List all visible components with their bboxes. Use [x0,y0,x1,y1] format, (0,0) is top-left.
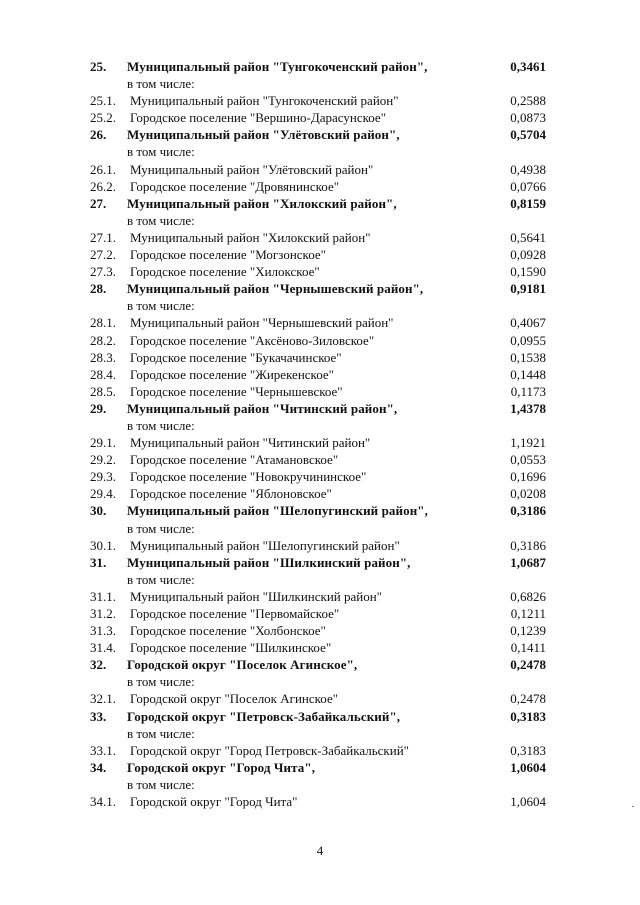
table-row-heading [0,554,640,571]
row-name: Городское поселение "Аксёново-Зиловское" [130,332,375,348]
row-name: Муниципальный район "Тунгокоченский район" [130,93,399,109]
row-number: 27. [90,195,107,211]
table-row [0,793,640,810]
row-name: Муниципальный район "Чернышевский район" [130,315,394,331]
row-number: 29.3. [90,469,116,485]
row-value: 0,1538 [510,349,546,365]
row-name: в том числе: [127,212,195,228]
table-row [0,366,640,383]
row-value: 0,5704 [510,127,546,143]
table-row [0,109,640,126]
row-number: 28. [90,281,107,297]
row-number: 31. [90,554,107,570]
row-name: Городское поселение "Букачачинское" [130,349,342,365]
row-name: Городской округ "Город Петровск-Забайкальский" [130,742,409,758]
row-name: Муниципальный район "Читинский район", [127,400,398,416]
row-name: в том числе: [127,725,195,741]
row-number: 26. [90,127,107,143]
row-value: 1,0687 [510,554,546,570]
row-name: Городской округ "Поселок Агинское", [127,657,358,673]
row-name: в том числе: [127,776,195,792]
row-number: 25.2. [90,110,116,126]
row-value: 0,0955 [510,332,546,348]
table-row-heading [0,195,640,212]
row-name: Городской округ "Город Чита", [127,759,316,775]
table-row [0,246,640,263]
row-name: Муниципальный район "Шилкинский район", [127,554,411,570]
row-name: в том числе: [127,76,195,92]
table-row [0,92,640,109]
row-number: 26.1. [90,161,116,177]
table-row-including [0,75,640,92]
row-name: Муниципальный район "Чернышевский район", [127,281,424,297]
table-row-heading [0,759,640,776]
row-value: 0,3461 [510,59,546,74]
row-value: 0,3183 [510,708,546,724]
row-number: 26.2. [90,178,116,194]
row-number: 33.1. [90,742,116,758]
row-name: Муниципальный район "Читинский район" [130,435,371,451]
scan-mark [632,806,634,807]
table-row-including [0,673,640,690]
table-row-including [0,212,640,229]
row-value: 0,1239 [510,623,546,639]
table-row [0,263,640,280]
row-value: 0,1590 [510,264,546,280]
row-name: Городское поселение "Яблоновское" [130,486,332,502]
table-row [0,314,640,331]
table-row [0,742,640,759]
row-number: 29. [90,400,107,416]
row-name: Городское поселение "Первомайское" [130,606,340,621]
row-number: 34.1. [90,794,116,810]
row-value: 0,2478 [510,657,546,673]
table-row [0,178,640,195]
row-name: Городское поселение "Шилкинское" [130,640,332,656]
row-value: 0,0928 [510,247,546,263]
table-row-including [0,725,640,742]
row-number: 29.1. [90,435,116,451]
row-number: 28.5. [90,383,116,399]
row-number: 31.2. [90,606,116,621]
row-number: 28.3. [90,349,116,365]
row-number: 28.4. [90,366,116,382]
row-number: 31.3. [90,623,116,639]
row-value: 0,0553 [510,452,546,468]
table-row-including [0,297,640,314]
row-value: 0,2588 [510,93,546,109]
row-number: 30.1. [90,537,116,553]
row-value: 0,8159 [510,195,546,211]
row-value: 0,2478 [510,691,546,707]
row-name: Муниципальный район "Хилокский район" [130,229,371,245]
row-value: 0,4938 [510,161,546,177]
row-value: 0,0873 [510,110,546,126]
table-row [0,622,640,639]
table-row [0,229,640,246]
row-name: Городское поселение "Вершино-Дарасунское" [130,110,387,126]
row-name: Муниципальный район "Улётовский район", [127,127,400,143]
row-name: в том числе: [127,298,195,314]
row-number: 29.4. [90,486,116,502]
row-number: 25. [90,59,107,74]
table-row [0,383,640,400]
row-name: Городское поселение "Жирекенское" [130,366,334,382]
row-number: 34. [90,759,107,775]
row-value: 1,1921 [510,435,546,451]
row-number: 27.2. [90,247,116,263]
row-value: 0,3186 [510,537,546,553]
row-name: Муниципальный район "Шелопугинский район", [127,503,428,519]
row-number: 27.3. [90,264,116,280]
allocation-table [0,58,640,810]
row-name: Муниципальный район "Шелопугинский район" [130,537,400,553]
row-number: 32. [90,657,107,673]
row-name: Городское поселение "Новокручининское" [130,469,367,485]
row-value: 1,0604 [510,759,546,775]
row-value: 0,4067 [510,315,546,331]
row-value: 0,9181 [510,281,546,297]
table-row [0,690,640,707]
table-row-heading [0,708,640,725]
row-value: 0,0208 [510,486,546,502]
table-row [0,588,640,605]
table-row [0,468,640,485]
row-value: 0,0766 [510,178,546,194]
row-name: в том числе: [127,520,195,536]
row-value: 0,3183 [510,742,546,758]
table-row-including [0,417,640,434]
table-row [0,451,640,468]
row-name: Городское поселение "Могзонское" [130,247,326,263]
row-name: в том числе: [127,417,195,433]
row-value: 0,1696 [510,469,546,485]
row-name: Муниципальный район "Улётовский район" [130,161,374,177]
table-row [0,537,640,554]
row-name: Городское поселение "Чернышевское" [130,383,343,399]
row-number: 29.2. [90,452,116,468]
row-name: Муниципальный район "Тунгокоченский район", [127,59,428,74]
table-row-including [0,571,640,588]
row-name: Городской округ "Поселок Агинское" [130,691,339,707]
row-name: Городское поселение "Атамановское" [130,452,339,468]
row-number: 28.1. [90,315,116,331]
row-name: Городское поселение "Хилокское" [130,264,320,280]
row-number: 25.1. [90,93,116,109]
table-row [0,161,640,178]
row-value: 1,4378 [510,400,546,416]
row-number: 31.1. [90,588,116,604]
row-name: Муниципальный район "Шилкинский район" [130,588,382,604]
table-row-heading [0,126,640,143]
row-name: Городское поселение "Холбонское" [130,623,326,639]
row-number: 30. [90,503,107,519]
table-row [0,434,640,451]
table-row-heading [0,656,640,673]
row-name: в том числе: [127,674,195,690]
row-value: 0,5641 [510,229,546,245]
table-row-including [0,776,640,793]
row-number: 33. [90,708,107,724]
table-row-heading [0,58,640,75]
table-row [0,485,640,502]
row-name: Городское поселение "Дровянинское" [130,178,340,194]
table-row-heading [0,502,640,519]
page-number: 4 [316,843,324,858]
row-number: 32.1. [90,691,116,707]
row-name: Городской округ "Город Чита" [130,794,298,810]
table-row-heading [0,400,640,417]
row-value: 0,1211 [510,606,546,621]
row-name: Муниципальный район "Хилокский район", [127,195,397,211]
row-name: Городской округ "Петровск-Забайкальский", [127,708,401,724]
table-row [0,349,640,366]
table-row [0,605,640,622]
table-row [0,332,640,349]
row-value: 0,1448 [510,366,546,382]
row-name: в том числе: [127,571,195,587]
row-name: в том числе: [127,144,195,160]
table-row [0,639,640,656]
row-value: 0,6826 [510,588,546,604]
row-number: 31.4. [90,640,116,656]
table-row-including [0,520,640,537]
table-row-including [0,143,640,160]
row-number: 28.2. [90,332,116,348]
table-row-heading [0,280,640,297]
row-value: 1,0604 [510,794,546,810]
row-value: 0,1173 [510,383,546,399]
row-number: 27.1. [90,229,116,245]
row-value: 0,1411 [510,640,546,656]
row-value: 0,3186 [510,503,546,519]
